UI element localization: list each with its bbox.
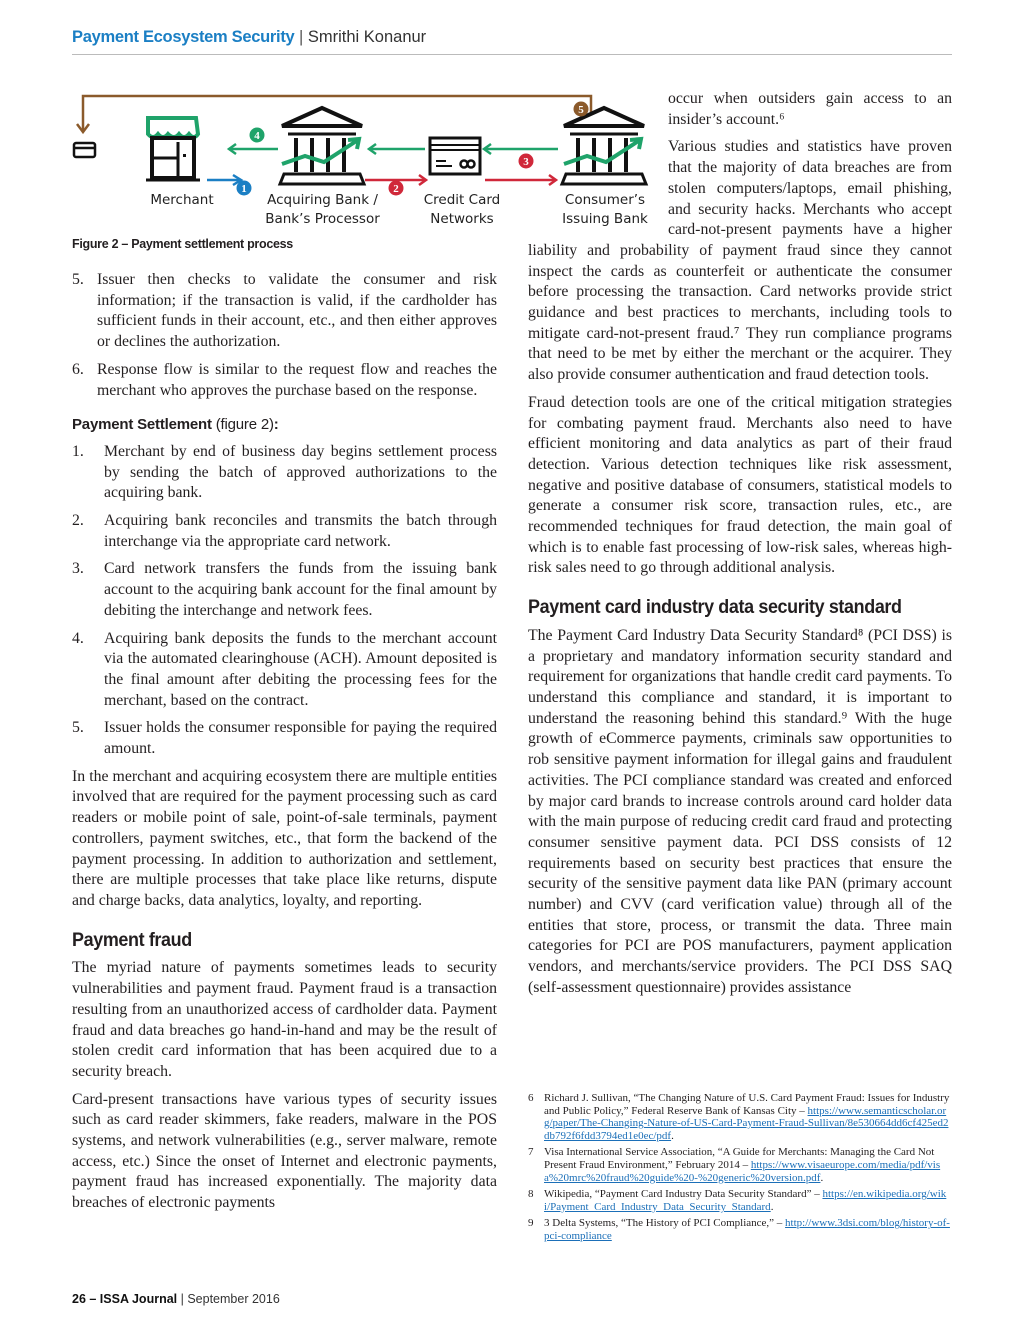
svg-text:4: 4: [254, 130, 260, 142]
footnote-8: 8 Wikipedia, “Payment Card Industry Data Security Standard” – https://en.wikipedia.org/wiki/Payment_Card_Industry_Data_Security_Standard.: [528, 1188, 947, 1213]
svg-text:5: 5: [578, 104, 584, 116]
card-network-label: Credit Card Networks: [423, 192, 501, 227]
list-item: 6. Response flow is similar to the request flow and reaches the merchant who approves the purchase based on the response.: [72, 360, 497, 399]
page-number: 26 – ISSA Journal: [72, 1292, 178, 1306]
issue-date: September 2016: [187, 1292, 280, 1306]
pci-heading: Payment card industry data security standard: [528, 596, 902, 619]
fraud-paragraph-2: Card-present transactions have various types of security issues such as card reader skimmers, fake readers, malware in the POS systems, and network vulnerabilities (e.g., server malware, remote access, etc.) Since the onset of Internet and electronic payments, payment fraud has increased exponentially. The majority data breaches of electronic payments: [72, 1090, 497, 1212]
right-column: [528, 89, 952, 1006]
svg-text:2: 2: [393, 183, 399, 195]
list-item: 4. Acquiring bank deposits the funds to the merchant account via the automated clearinghouse (ACH). Amount deposited is the final amount after debiting the processing fees for the merchant, based on the contract.: [72, 629, 497, 709]
acquiring-bank-icon: [280, 108, 364, 184]
footnote-9: 9 3 Delta Systems, “The History of PCI Compliance,” – http://www.3dsi.com/blog/history-of-pci-compliance: [528, 1217, 950, 1242]
step-badge-4: [250, 128, 265, 143]
journal-section-title: Payment Ecosystem Security: [72, 28, 295, 46]
credit-card-icon: [74, 143, 95, 157]
author-name: Smrithi Konanur: [307, 28, 427, 46]
ecosystem-paragraph: In the merchant and acquiring ecosystem there are multiple entities involved that are required for the payment processing such as card readers or mobile point of sale, point-of-sale terminals, payment controllers, payment switches, etc., that form the backend of the payment processing. In addition to authorization and settlement, there are multiple processes that take place like returns, dispute and charge backs, data analytics, loyalty, and reporting.: [72, 767, 497, 909]
running-header: [72, 28, 426, 47]
paragraph-pci: The Payment Card Industry Data Security Standard⁸ (PCI DSS) is a proprietary and mandatory information security standard and requirement for organizations that handle credit card payments. To understand this compliance and standard, it is important to understand the reasoning behind this standard.⁹ With the huge growth of eCommerce payments, criminals saw opportunities to rob sensitive payment information for illegal gains and fraudulent activities. The PCI compliance standard was created and enforced by major card brands to increase controls around card holder data with the main purpose of reducing credit card fraud and protecting consumer sensitive payment data. PCI DSS consists of 12 requirements based on security best practices that ensure the security of the sensitive payment data like PAN (primary account number) and CVV (card verification value) through all of the entities that store, process, or transmit the data. Three main categories for PCI are POS manufacturers, payment application vendors, and merchants/service providers. The PCI DSS SAQ (self-assessment questionnaire) provides assistance: [528, 626, 952, 996]
footnote-link[interactable]: http://www.3dsi.com/blog/history-of-pci-compliance: [544, 1217, 950, 1242]
arrow-step-4: [229, 144, 278, 154]
payment-fraud-heading: Payment fraud: [72, 928, 192, 951]
header-rule: [72, 54, 952, 55]
issuing-bank-label: Consumer’s Issuing Bank: [562, 192, 648, 227]
footnote-link[interactable]: https://en.wikipedia.org/wiki/Payment_Card_Industry_Data_Security_Standard: [544, 1188, 947, 1213]
svg-text:3: 3: [523, 156, 529, 168]
merchant-label: Merchant: [150, 192, 214, 208]
list-item: 5. Issuer holds the consumer responsible for paying the required amount.: [72, 719, 497, 758]
footnote-link[interactable]: https://www.semanticscholar.org/paper/The-Changing-Nature-of-US-Card-Payment-Fraud-Sullivan/8e530664dd6cf425ed2db792f6fdd3794ed1e0ec/pdf: [544, 1104, 949, 1142]
fraud-paragraph-1: The myriad nature of payments sometimes leads to security vulnerabilities and payment fraud. Payment fraud is a transaction resulting from an unauthorized access of cardholder data. Payment fraud and data breaches go hand-in-hand and may be the result of stolen credit card information that has been acquired due to a security breach.: [72, 959, 497, 1080]
figure-caption: Figure 2 – Payment settlement process: [72, 237, 293, 251]
page-footer: [72, 1292, 280, 1306]
list-item: 2. Acquiring bank reconciles and transmits the batch through interchange via the appropriate card network.: [72, 512, 497, 550]
step-badge-1: [237, 181, 252, 196]
footer-separator: |: [177, 1292, 188, 1306]
footnote-7: 7 Visa International Service Association, “A Guide for Merchants: Managing the Card Not Present Fraud Environment,” February 2014 – https://www.visaeurope.com/media/pdf/visa%20mrc%20fraud%20guide%20-%20generic%20version.pdf.: [528, 1146, 941, 1184]
svg-text:1: 1: [241, 183, 247, 195]
paragraph-detection-tools: Fraud detection tools are one of the critical mitigation strategies for combating payment fraud. Merchants also need to have efficient monitoring and data analytics as part of their fraud detection. Various detection techniques like risk assessment, negative and positive database of consumers, statistical models to generate a consumer risk score, transaction rules, etc., are recommended techniques for fraud detection, the main goal of which is to enable fast processing of low-risk sales, whereas high-risk sales need to go through additional analysis.: [528, 393, 952, 577]
footnote-6: 6 Richard J. Sullivan, “The Changing Nature of U.S. Card Payment Fraud: Issues for Industry and Public Policy,” Federal Reserve Bank of Kansas City – https://www.semanticscholar.org/paper/The-Changing-Nature-of-US-Card-Payment-Fraud-Sullivan/8e530664dd6cf425ed2db792f6fdd3794ed1e0ec/pdf.: [528, 1092, 950, 1142]
list-item: 3. Card network transfers the funds from the issuing bank account to the acquiring bank account for the final amount by debiting the interchange and network fees.: [72, 560, 497, 619]
paragraph-insider: occur when outsiders gain access to an insider’s account.⁶: [668, 90, 952, 128]
acquiring-bank-label: Acquiring Bank / Bank’s Processor: [265, 192, 380, 227]
header-separator: |: [294, 28, 308, 46]
settlement-heading: Payment Settlement (figure 2):: [72, 416, 279, 434]
footnote-link[interactable]: https://www.visaeurope.com/media/pdf/visa%20mrc%20fraud%20guide%20-%20generic%20version.pdf: [544, 1158, 941, 1184]
left-column: [72, 270, 497, 1221]
paragraph-studies: Various studies and statistics have proven that the majority of data breaches are from stolen computers/laptops, email phishing, and security hacks. Merchants who accept card-not-present payments have a higher liability and probability of payment fraud since they cannot inspect the cards as counterfeit or authenticate the consumer before processing the transaction. Card networks provide strict guidance and best practices to merchants, including tools to mitigate card-not-present fraud.⁷ They run compliance programs that need to be met by either the merchant or the acquirer. They also provide consumer authentication and fraud detection tools.: [528, 138, 952, 384]
merchant-store-icon: [146, 118, 200, 180]
list-item: 1. Merchant by end of business day begins settlement process by sending the batch of approved authorizations to the acquiring bank.: [72, 442, 497, 502]
step-badge-2: [389, 181, 404, 196]
card-network-icon: [430, 138, 480, 174]
arrow-network-to-acquirer: [369, 144, 425, 154]
list-item: 5. Issuer then checks to validate the consumer and risk information; if the transaction is valid, if the cardholder has sufficient funds in their account, etc., and then either approves or declines the authorization.: [72, 271, 497, 351]
footnotes: [528, 1092, 952, 1247]
